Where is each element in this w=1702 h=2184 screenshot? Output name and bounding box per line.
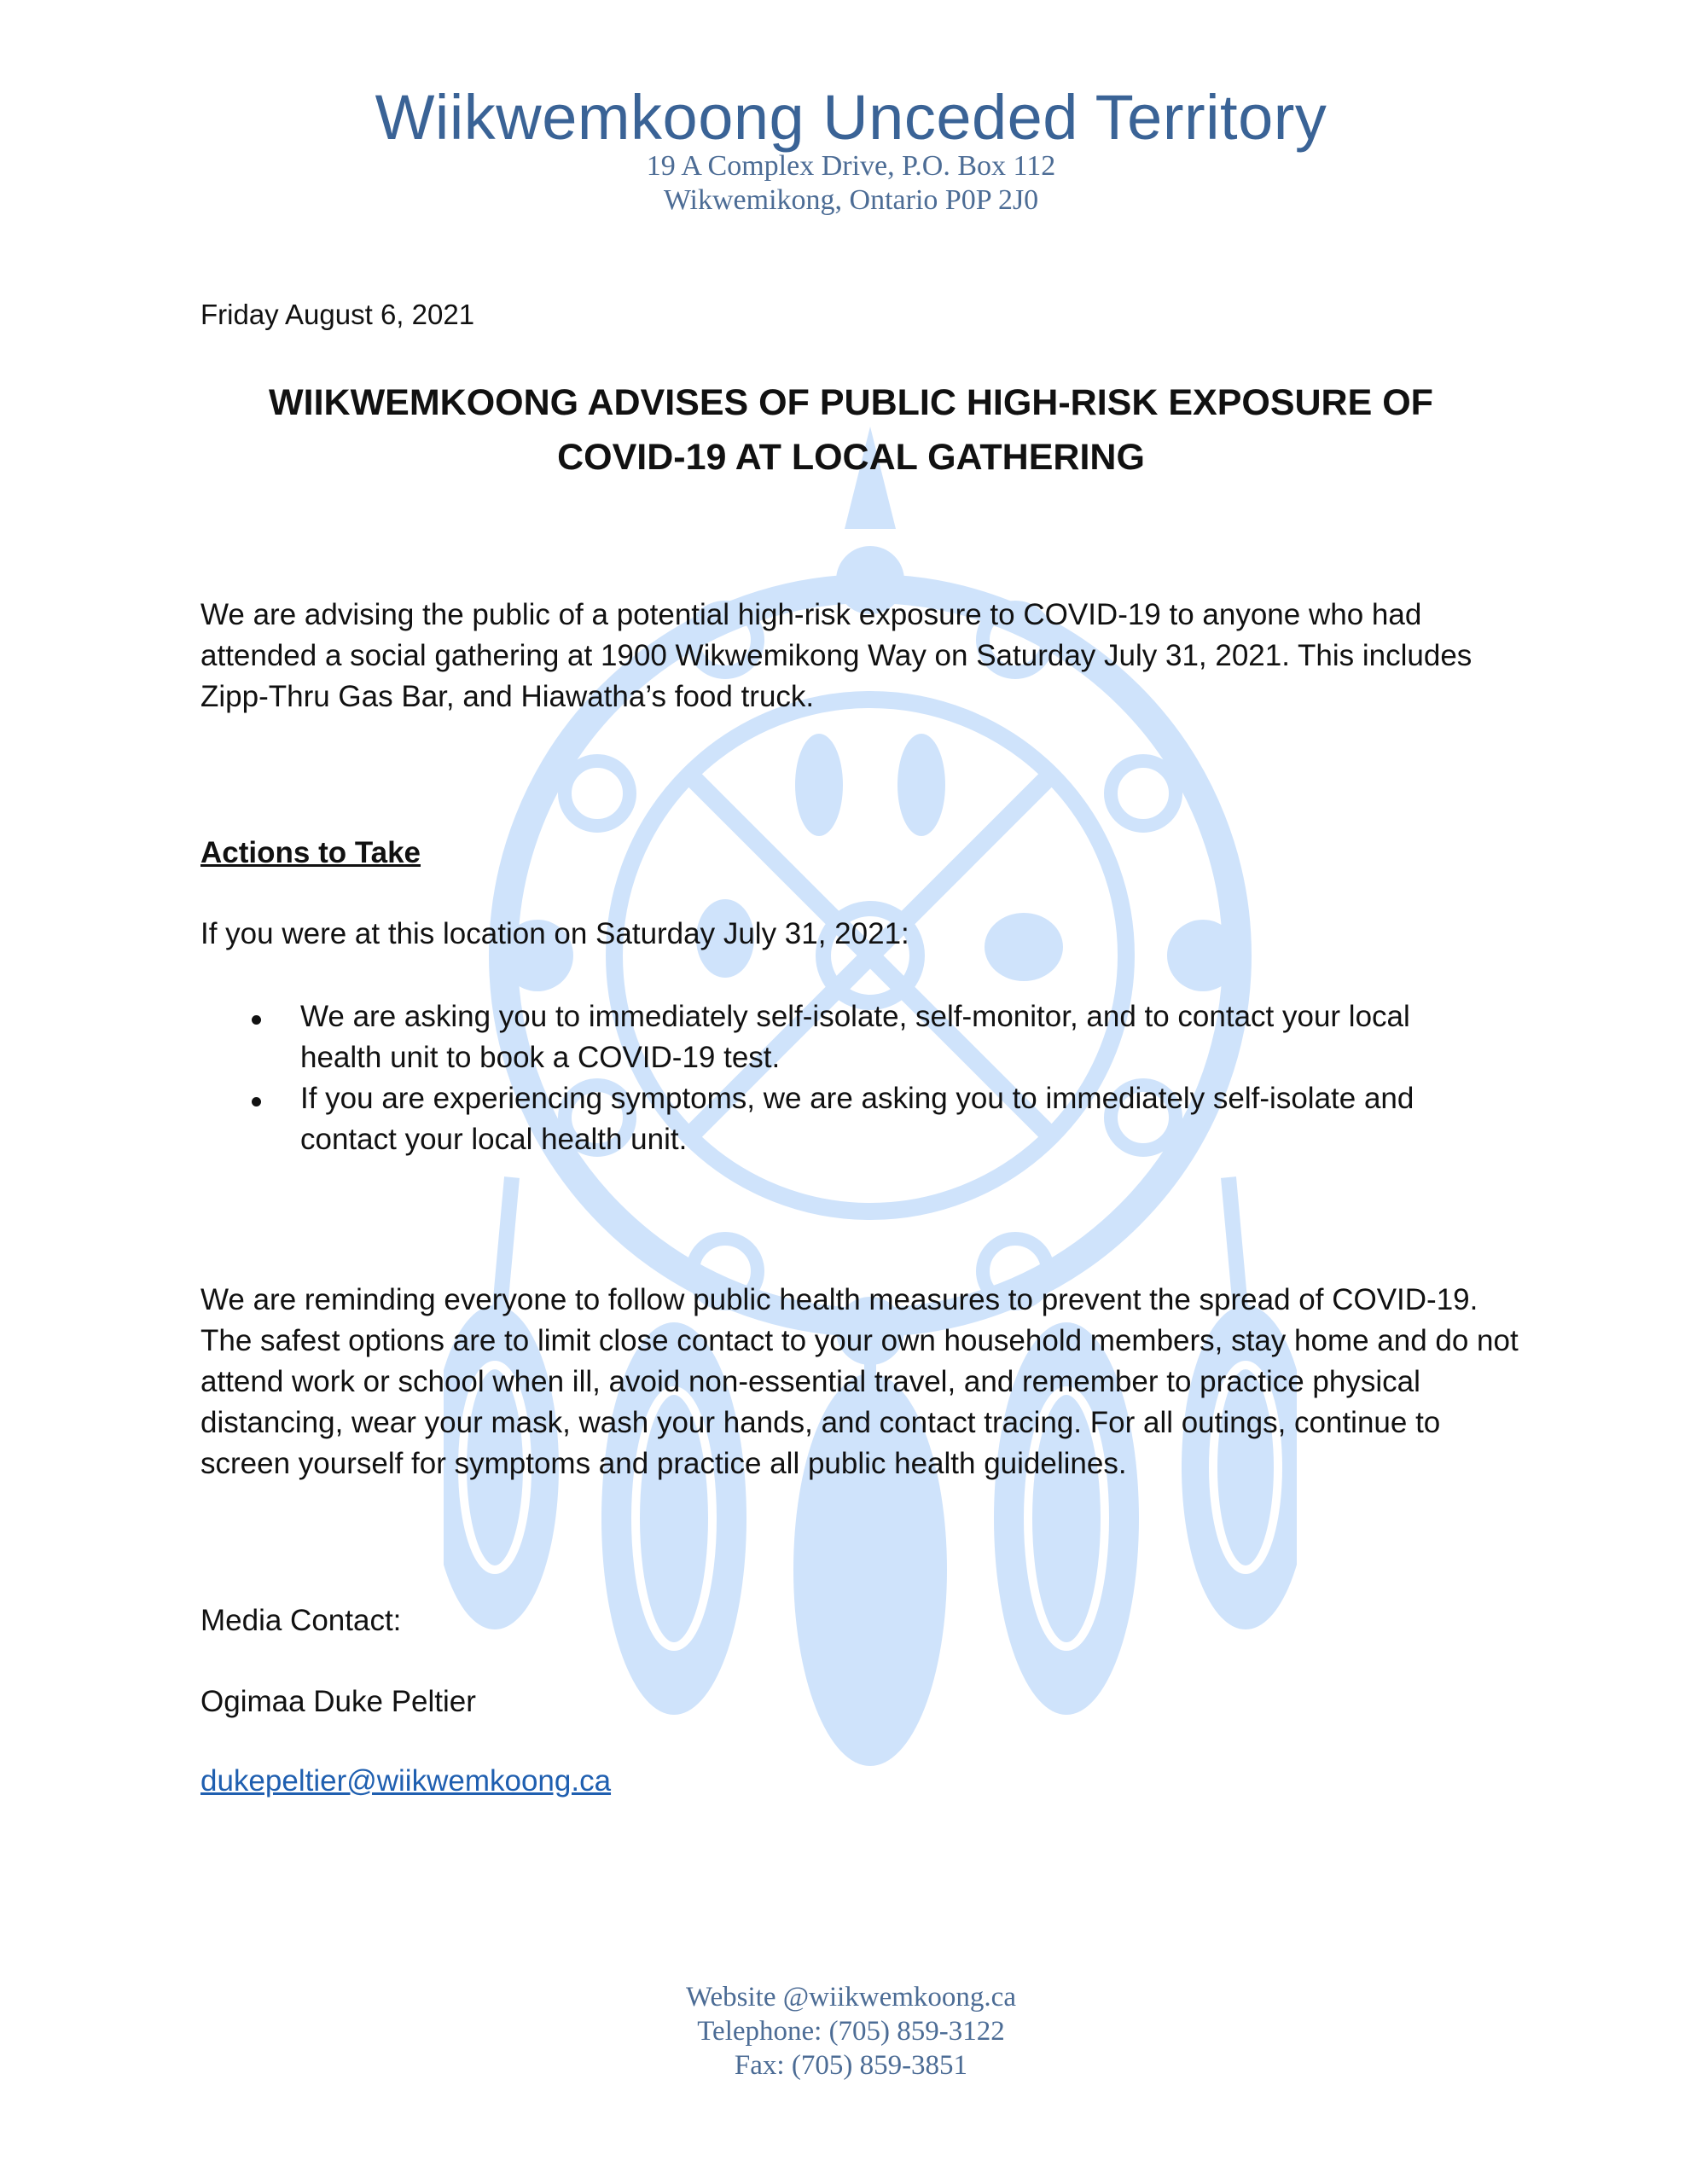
letterhead-address-line2: Wikwemikong, Ontario P0P 2J0 — [663, 184, 1039, 216]
exposure-paragraph: We are advising the public of a potential high-risk exposure to COVID-19 to anyone who had attended a social gathering at 1900 Wikwemikong Way on Saturday July 31, 2021. This includes Zipp-Thru Gas Bar, and Hiawatha’s food truck. — [200, 598, 1473, 713]
letter-date: Friday August 6, 2021 — [200, 299, 475, 330]
actions-heading: Actions to Take — [200, 836, 421, 869]
actions-list — [200, 996, 1497, 1160]
footer-telephone: Telephone: (705) 859-3122 — [697, 2016, 1005, 2047]
page-title: WIIKWEMKOONG ADVISES OF PUBLIC HIGH-RISK EXPOSURE OF COVID-19 AT LOCAL GATHERING — [269, 382, 1433, 478]
media-contact-email-link[interactable]: dukepeltier@wiikwemkoong.ca — [200, 1764, 612, 1798]
letterhead-address-line1: 19 A Complex Drive, P.O. Box 112 — [646, 150, 1056, 182]
reminder-paragraph: We are reminding everyone to follow public health measures to prevent the spread of COVID-19. The safest options are to limit close contact to your own household members, stay home and do not attend work or school when ill, avoid non-essential travel, and remember to practice physical distancing, wear your mask, wash your hands, and contact tracing. For all outings, continue to screen yourself for symptoms and practice all public health guidelines. — [200, 1283, 1519, 1480]
list-item-text: We are asking you to immediately self-isolate, self-monitor, and to contact your local health unit to book a COVID-19 test. — [300, 1000, 1410, 1074]
bullet-icon — [252, 1015, 261, 1025]
media-contact-name: Ogimaa Duke Peltier — [200, 1685, 476, 1718]
list-item-text: If you are experiencing symptoms, we are asking you to immediately self-isolate and contact your local health unit. — [300, 1082, 1414, 1156]
footer-website: Website @wiikwemkoong.ca — [686, 1982, 1016, 2013]
letterhead-org-name: Wiikwemkoong Unceded Territory — [375, 82, 1327, 153]
footer-fax: Fax: (705) 859-3851 — [734, 2050, 968, 2081]
list-item — [200, 996, 1497, 1078]
media-contact-label: Media Contact: — [200, 1604, 402, 1637]
bullet-icon — [252, 1097, 261, 1107]
list-item — [200, 1078, 1497, 1160]
actions-intro: If you were at this location on Saturday July 31, 2021: — [200, 917, 909, 950]
